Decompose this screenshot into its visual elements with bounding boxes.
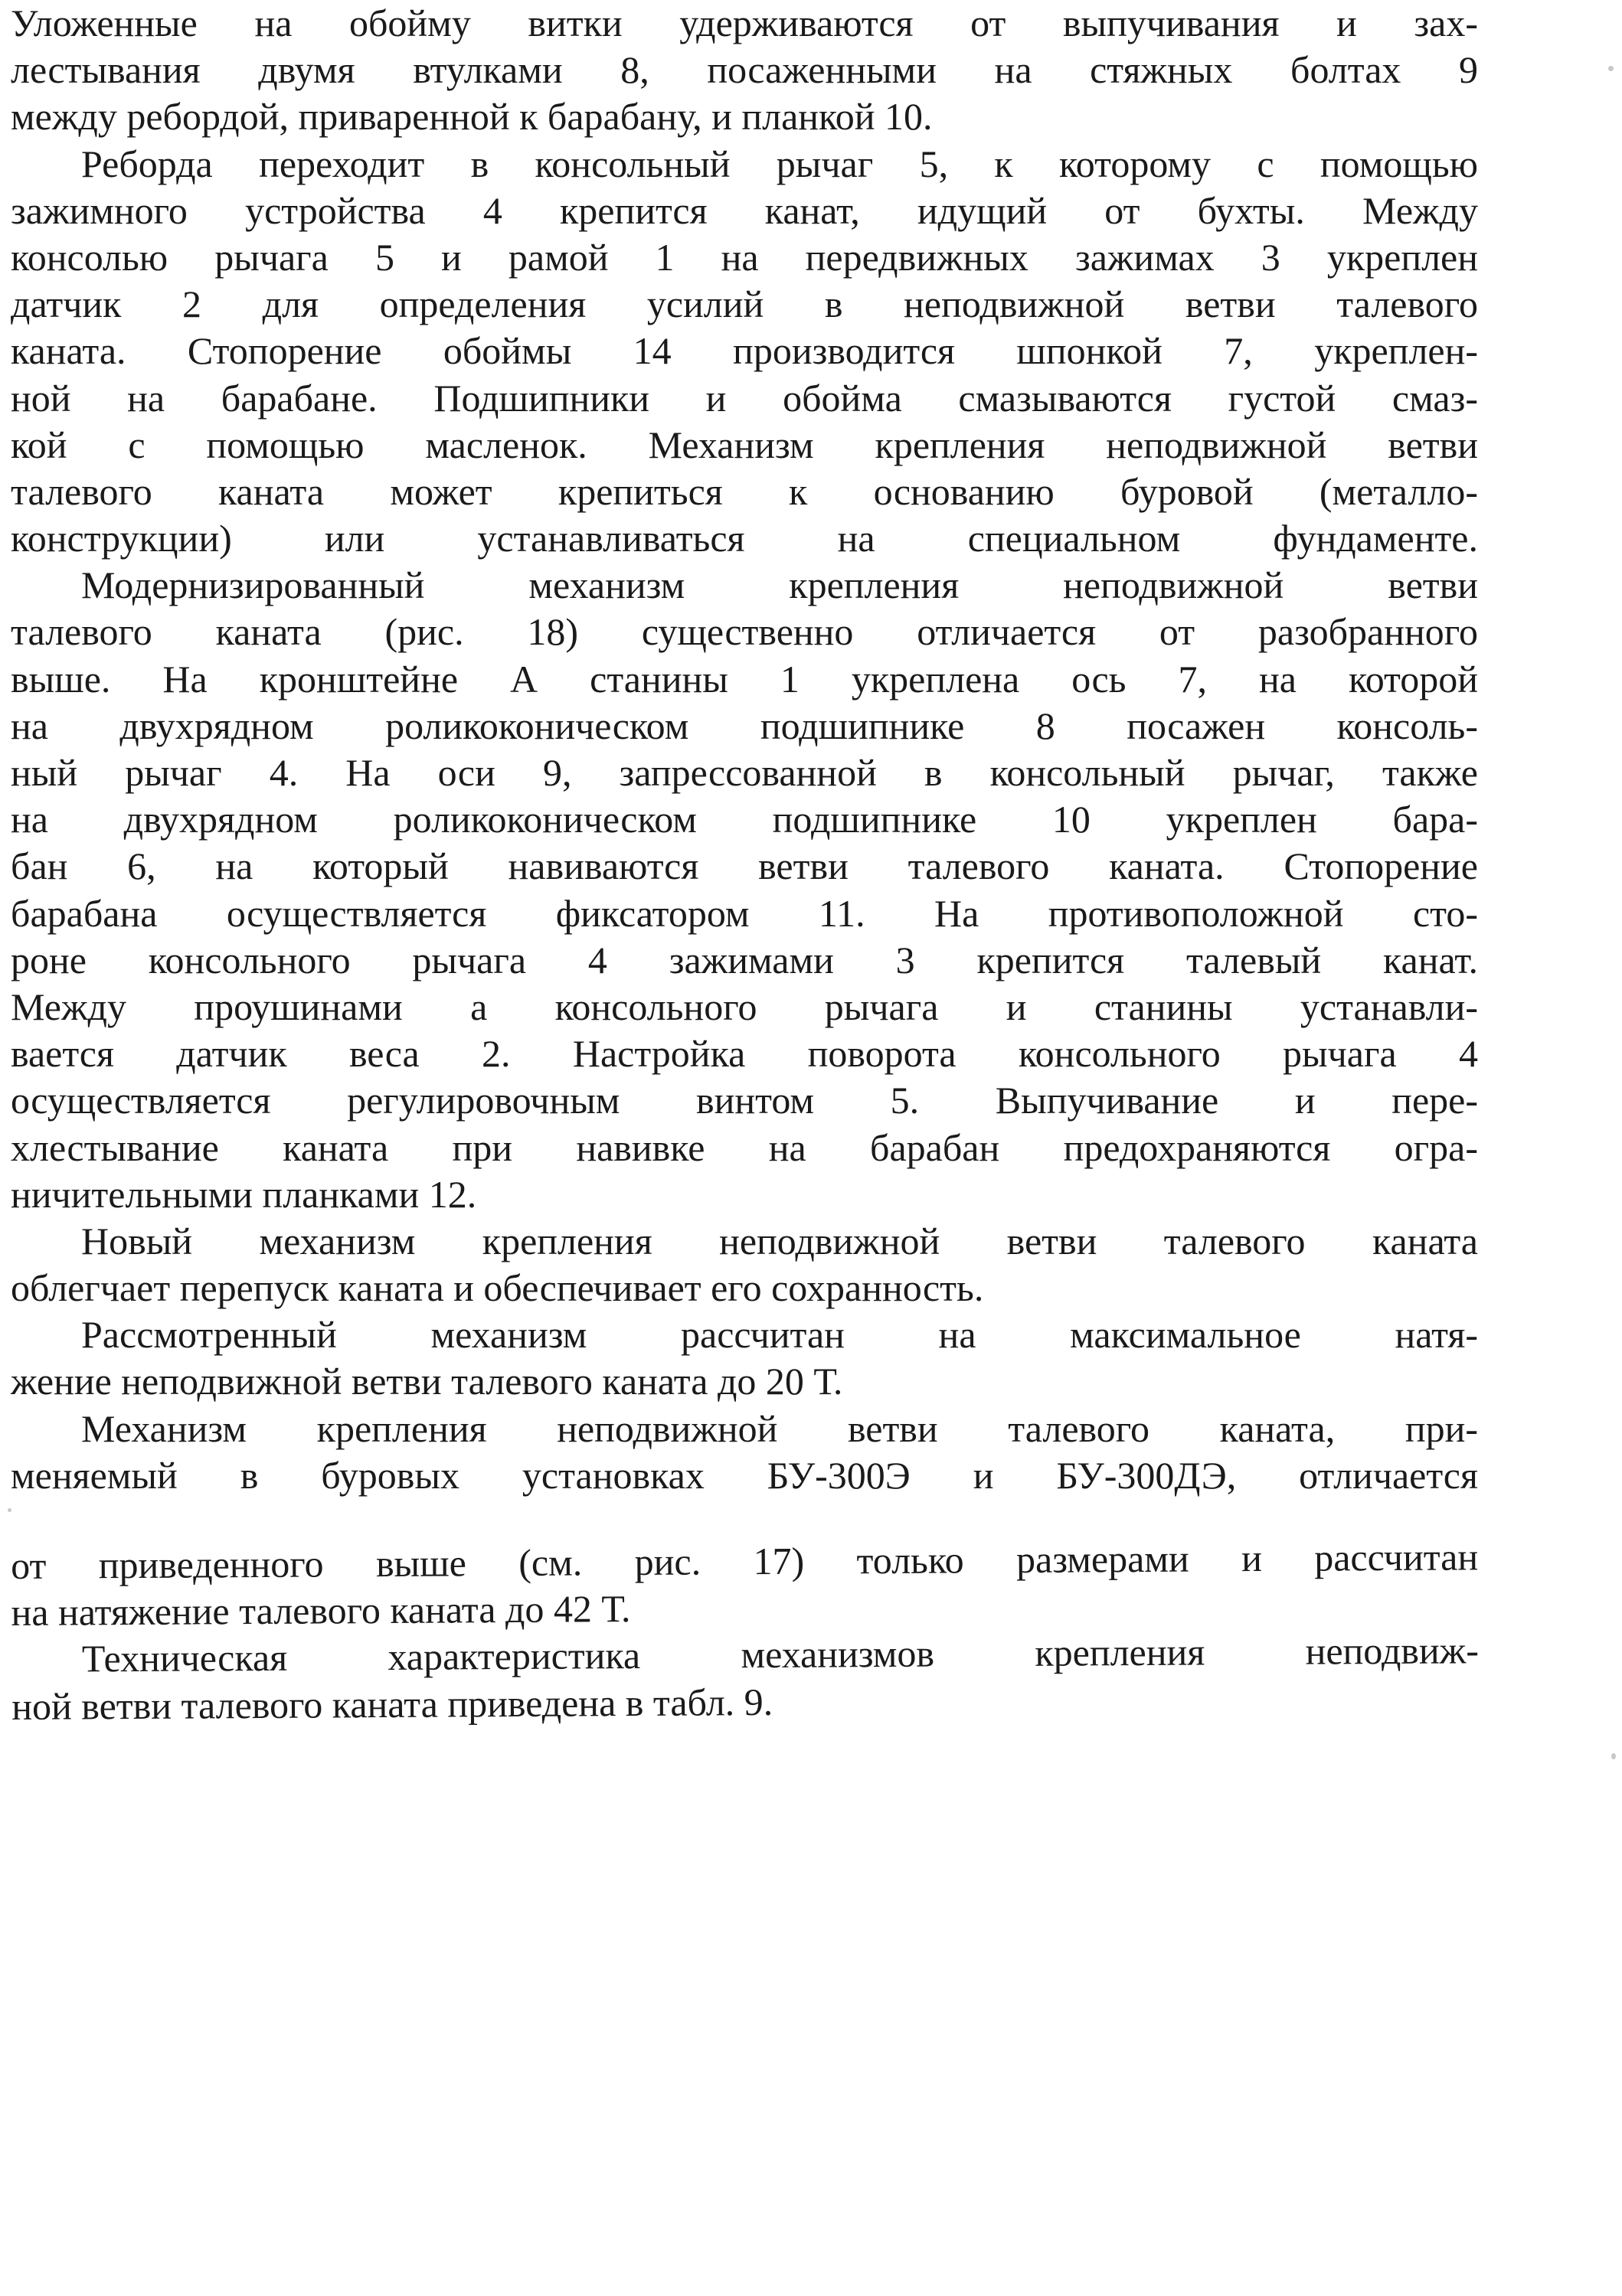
- scan-speck: [1611, 1753, 1616, 1759]
- text-line: талевого каната (рис. 18) существенно отличается от разобранного: [11, 610, 1478, 654]
- text-line: Техническая характеристика механизмов крепления неподвиж-: [81, 1628, 1480, 1680]
- text-line: осуществляется регулировочным винтом 5. Выпучивание и пере-: [11, 1079, 1478, 1122]
- text-block-lower: [11, 1533, 1479, 1729]
- text-line: на натяжение талевого каната до 42 Т.: [11, 1587, 631, 1635]
- text-line: облегчает перепуск каната и обеспечивает его сохранность.: [11, 1266, 984, 1310]
- text-line: ничительными планками 12.: [11, 1172, 477, 1216]
- text-line: Модернизированный механизм крепления неподвижной ветви: [81, 563, 1478, 607]
- text-line: Реборда переходит в консольный рычаг 5, к которому с помощью: [81, 142, 1478, 185]
- text-line: выше. На кронштейне А станины 1 укреплена ось 7, на которой: [11, 657, 1478, 701]
- text-line: барабана осуществляется фиксатором 11. На противоположной сто-: [11, 891, 1478, 935]
- scan-speck: [8, 1508, 11, 1512]
- text-line: конструкции) или устанавливаться на специальном фундаменте.: [11, 517, 1478, 560]
- document-page: [11, 0, 1478, 2296]
- text-line: каната. Стопорение обоймы 14 производится шпонкой 7, укреплен-: [11, 329, 1478, 373]
- text-line: ный рычаг 4. На оси 9, запрессованной в консольный рычаг, также: [11, 751, 1478, 794]
- text-line: талевого каната может крепиться к основанию буровой (металло-: [11, 469, 1478, 513]
- text-line: кой с помощью масленок. Механизм крепления неподвижной ветви: [11, 423, 1478, 466]
- text-line: меняемый в буровых установках БУ-300Э и БУ-300ДЭ, отличается: [11, 1453, 1478, 1497]
- text-line: зажимного устройства 4 крепится канат, идущий от бухты. Между: [11, 188, 1478, 232]
- text-line: на двухрядном роликоконическом подшипнике 10 укреплен бара-: [11, 798, 1478, 841]
- text-line: роне консольного рычага 4 зажимами 3 крепится талевый канат.: [11, 938, 1478, 981]
- text-line: жение неподвижной ветви талевого каната до 20 Т.: [11, 1360, 843, 1403]
- text-line: консолью рычага 5 и рамой 1 на передвижных зажимах 3 укреплен: [11, 235, 1478, 279]
- text-block-upper: [11, 0, 1478, 1499]
- text-line: между ребордой, приваренной к барабану, и планкой 10.: [11, 95, 933, 139]
- text-line: от приведенного выше (см. рис. 17) только размерами и рассчитан: [11, 1535, 1479, 1587]
- text-line: на двухрядном роликоконическом подшипнике 8 посажен консоль-: [11, 704, 1478, 747]
- text-line: лестывания двумя втулками 8, посаженными на стяжных болтах 9: [11, 48, 1478, 92]
- text-line: Уложенные на обойму витки удерживаются от выпучивания и зах-: [11, 2, 1478, 44]
- scan-speck: [1608, 66, 1614, 71]
- text-line: бан 6, на который навиваются ветви талевого каната. Стопорение: [11, 844, 1478, 888]
- text-line: хлестывание каната при навивке на барабан предохраняются огра-: [11, 1125, 1478, 1169]
- text-line: Рассмотренный механизм рассчитан на максимальное натя-: [81, 1313, 1478, 1357]
- text-line: ной на барабане. Подшипники и обойма смазываются густой смаз-: [11, 376, 1478, 420]
- text-line: Новый механизм крепления неподвижной ветви талевого каната: [81, 1219, 1478, 1262]
- text-line: вается датчик веса 2. Настройка поворота консольного рычага 4: [11, 1032, 1478, 1076]
- text-line: Между проушинами a консольного рычага и станины устанавли-: [11, 985, 1478, 1028]
- text-line: Механизм крепления неподвижной ветви талевого каната, при-: [81, 1406, 1478, 1450]
- text-line: датчик 2 для определения усилий в неподвижной ветви талевого: [11, 283, 1478, 326]
- text-line: ной ветви талевого каната приведена в табл. 9.: [11, 1680, 773, 1728]
